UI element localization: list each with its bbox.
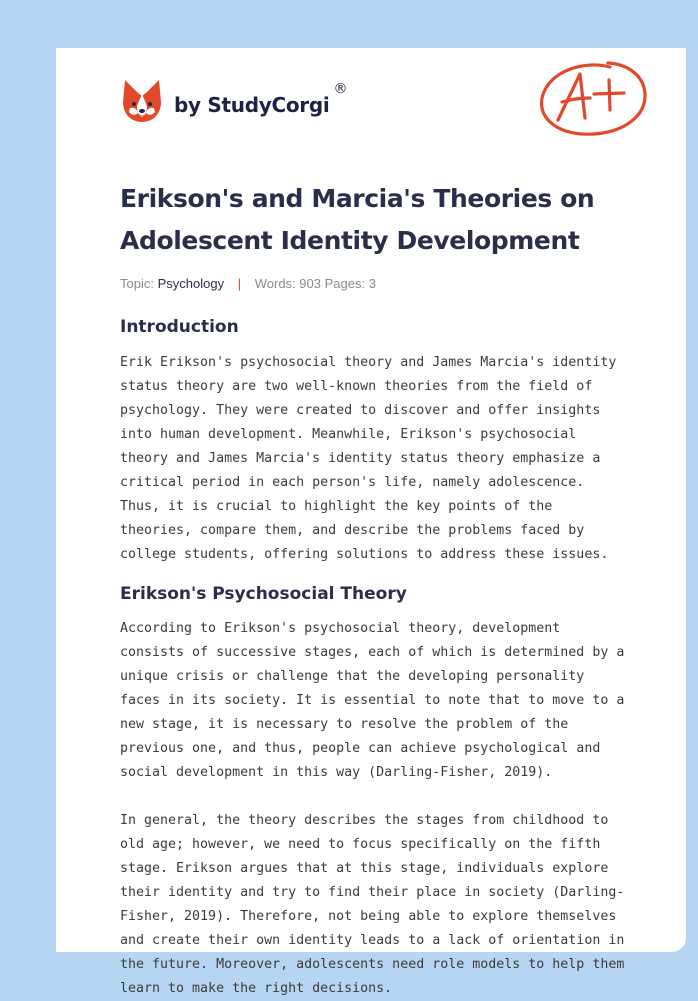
meta-separator: |	[237, 276, 242, 291]
section-heading-erikson-theory: Erikson's Psychosocial Theory	[120, 584, 407, 604]
pages-label: Pages:	[324, 276, 366, 291]
essay-meta	[120, 276, 632, 291]
topic-label: Topic:	[120, 276, 154, 291]
pages-value: 3	[368, 276, 376, 291]
logo-text: by StudyCorgi	[174, 93, 330, 117]
paragraph-erikson-1: According to Erikson's psychosocial theory, development consists of successive stages, each of which is determined by a unique crisis or challenge that the developing personality faces in its society. It is essential to note that to move to a new stage, it is necessary to resolve the problem of the previous one, and thus, people can achieve psychological and social development in this way (Darling-Fisher, 2019).	[120, 621, 625, 780]
essay-title: Erikson's and Marcia's Theories on Adolescent Identity Development	[120, 184, 595, 255]
words-value: 903	[299, 276, 321, 291]
paragraph-introduction: Erik Erikson's psychosocial theory and James Marcia's identity status theory are two well-known theories from the field of psychology. They were created to discover and offer insights into human development. Meanwhile, Erikson's psychosocial theory and James Marcia's identity status theory emphasize a critical period in each person's life, namely adolescence. Thus, it is crucial to highlight the key points of the theories, compare them, and describe the problems faced by college students, offering solutions to address these issues.	[120, 355, 617, 562]
studycorgi-logo[interactable]	[122, 76, 347, 126]
corgi-icon	[122, 78, 162, 124]
essay-content	[120, 178, 632, 1001]
section-heading-introduction: Introduction	[120, 317, 239, 337]
topic-link[interactable]: Psychology	[157, 276, 225, 291]
a-plus-grade-icon	[538, 58, 650, 140]
words-label: Words:	[254, 276, 296, 291]
paragraph-erikson-2: In general, the theory describes the stages from childhood to old age; however, we need to focus specifically on the fifth stage. Erikson argues that at this stage, individuals explore their identity and try to find their place in society (Darling-Fisher, 2019). Therefore, not being able to explore themselves and create their own identity leads to a lack of orientation in the future. Moreover, adolescents need role models to help them learn to make the right decisions.	[120, 813, 625, 996]
registered-mark: ®	[333, 81, 348, 97]
essay-page	[56, 48, 686, 996]
